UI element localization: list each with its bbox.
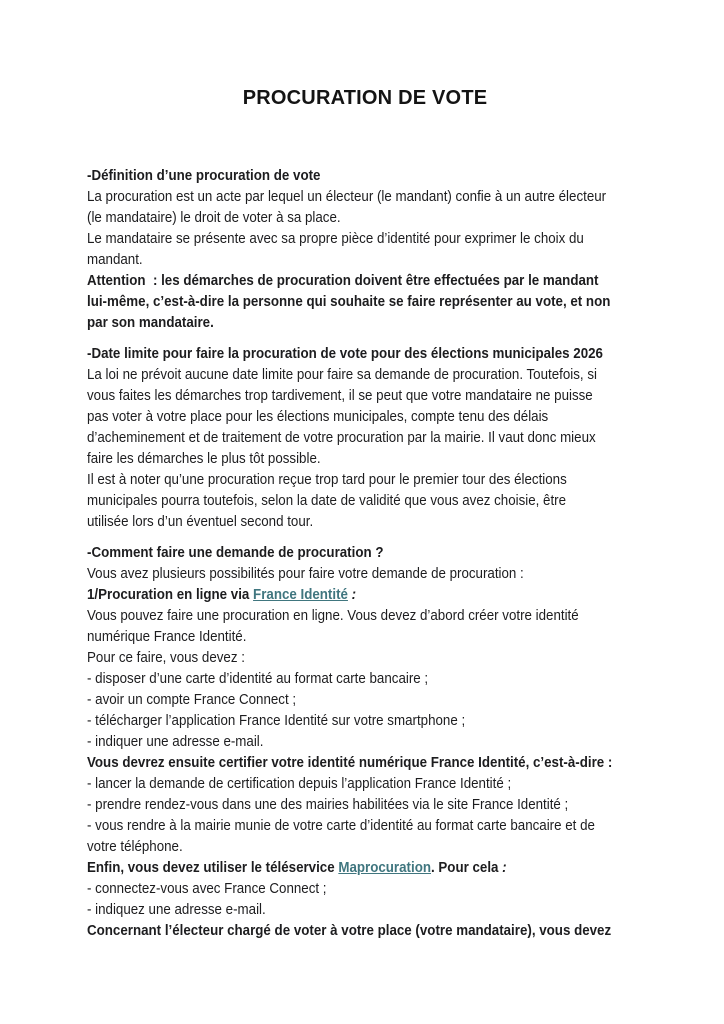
text-run: - disposer d’une carte d’identité au format carte bancaire ; bbox=[87, 671, 429, 687]
text-line bbox=[87, 627, 713, 648]
section-heading: -Définition d’une procuration de vote bbox=[87, 168, 321, 184]
text-run: - lancer la demande de certification depuis l’application France Identité ; bbox=[87, 776, 512, 792]
text-run: Concernant l’électeur chargé de voter à votre place (votre mandataire), vous devez bbox=[87, 923, 612, 939]
text-run: Attention : les démarches de procuration doivent être effectuées par le mandant bbox=[87, 273, 599, 289]
text-run: d’acheminement et de traitement de votre procuration par la mairie. Il vaut donc mieux bbox=[87, 430, 596, 446]
text-line bbox=[87, 229, 713, 250]
text-line bbox=[87, 858, 713, 879]
text-run: numérique France Identité. bbox=[87, 629, 247, 645]
text-run: - vous rendre à la mairie munie de votre carte d’identité au format carte bancaire et de bbox=[87, 818, 595, 834]
text-line bbox=[87, 774, 713, 795]
text-line bbox=[87, 313, 713, 334]
text-line bbox=[87, 271, 713, 292]
text-run: mandant. bbox=[87, 252, 143, 268]
text-line bbox=[87, 753, 713, 774]
text-line bbox=[87, 585, 713, 606]
text-run: : bbox=[347, 587, 357, 603]
document-content bbox=[87, 166, 713, 942]
text-run: votre téléphone. bbox=[87, 839, 183, 855]
maprocuration-link[interactable]: Maprocuration bbox=[338, 860, 431, 876]
text-run: Enfin, vous devez utiliser le téléservice bbox=[87, 860, 339, 876]
text-line bbox=[87, 711, 713, 732]
text-run: . Pour cela bbox=[430, 860, 499, 876]
text-line bbox=[87, 470, 713, 491]
section-comment-faire bbox=[87, 543, 713, 942]
text-run: La procuration est un acte par lequel un électeur (le mandant) confie à un autre électeur bbox=[87, 189, 607, 205]
text-run: La loi ne prévoit aucune date limite pour faire sa demande de procuration. Toutefois, si bbox=[87, 367, 597, 383]
text-run: - indiquez une adresse e-mail. bbox=[87, 902, 266, 918]
france-identite-link[interactable]: France Identité bbox=[253, 587, 348, 603]
text-line bbox=[87, 449, 713, 470]
text-run: lui-même, c’est-à-dire la personne qui souhaite se faire représenter au vote, et non bbox=[87, 294, 611, 310]
text-run: (le mandataire) le droit de voter à sa place. bbox=[87, 210, 341, 226]
text-run: - télécharger l’application France Identité sur votre smartphone ; bbox=[87, 713, 466, 729]
text-line bbox=[87, 208, 713, 229]
text-run: utilisée lors d’un éventuel second tour. bbox=[87, 514, 314, 530]
document-title: PROCURATION DE VOTE bbox=[242, 87, 488, 109]
text-run: - indiquer une adresse e-mail. bbox=[87, 734, 264, 750]
text-line bbox=[87, 795, 713, 816]
text-run: faire les démarches le plus tôt possible. bbox=[87, 451, 321, 467]
section-date-limite bbox=[87, 344, 713, 533]
text-run: Vous pouvez faire une procuration en ligne. Vous devez d’abord créer votre identité bbox=[87, 608, 579, 624]
text-line bbox=[87, 292, 713, 313]
text-line bbox=[87, 816, 713, 837]
text-line bbox=[87, 879, 713, 900]
text-run: par son mandataire. bbox=[87, 315, 214, 331]
text-run: pas voter à votre place pour les élections municipales, compte tenu des délais bbox=[87, 409, 549, 425]
text-line bbox=[87, 648, 713, 669]
text-line bbox=[87, 250, 713, 271]
text-line bbox=[87, 365, 713, 386]
text-line bbox=[87, 837, 713, 858]
text-line bbox=[87, 512, 713, 533]
text-run: Pour ce faire, vous devez : bbox=[87, 650, 245, 666]
section-heading: -Date limite pour faire la procuration de vote pour des élections municipales 2026 bbox=[87, 346, 603, 362]
text-run: Vous devrez ensuite certifier votre identité numérique France Identité, c’est-à-dire : bbox=[87, 755, 613, 771]
text-line bbox=[87, 732, 713, 753]
text-run: : bbox=[498, 860, 507, 876]
text-line bbox=[87, 386, 713, 407]
text-run: municipales pourra toutefois, selon la date de validité que vous avez choisie, être bbox=[87, 493, 567, 509]
text-line bbox=[87, 407, 713, 428]
text-run: - prendre rendez-vous dans une des mairies habilitées via le site France Identité ; bbox=[87, 797, 569, 813]
text-line bbox=[87, 921, 713, 942]
text-line bbox=[87, 428, 713, 449]
text-line bbox=[87, 900, 713, 921]
text-line bbox=[87, 690, 713, 711]
text-run: vous faites les démarches trop tardivement, il se peut que votre mandataire ne puisse bbox=[87, 388, 593, 404]
text-run: Vous avez plusieurs possibilités pour faire votre demande de procuration : bbox=[87, 566, 524, 582]
text-line bbox=[87, 669, 713, 690]
text-run: - connectez-vous avec France Connect ; bbox=[87, 881, 327, 897]
text-run: Il est à noter qu’une procuration reçue trop tard pour le premier tour des élections bbox=[87, 472, 567, 488]
text-line bbox=[87, 606, 713, 627]
section-definition bbox=[87, 166, 713, 334]
text-line bbox=[87, 564, 713, 585]
text-run: - avoir un compte France Connect ; bbox=[87, 692, 297, 708]
text-line bbox=[87, 187, 713, 208]
text-run: Le mandataire se présente avec sa propre pièce d’identité pour exprimer le choix du bbox=[87, 231, 584, 247]
section-heading: -Comment faire une demande de procuration ? bbox=[87, 545, 384, 561]
text-run: 1/Procuration en ligne via bbox=[87, 587, 254, 603]
text-line bbox=[87, 491, 713, 512]
